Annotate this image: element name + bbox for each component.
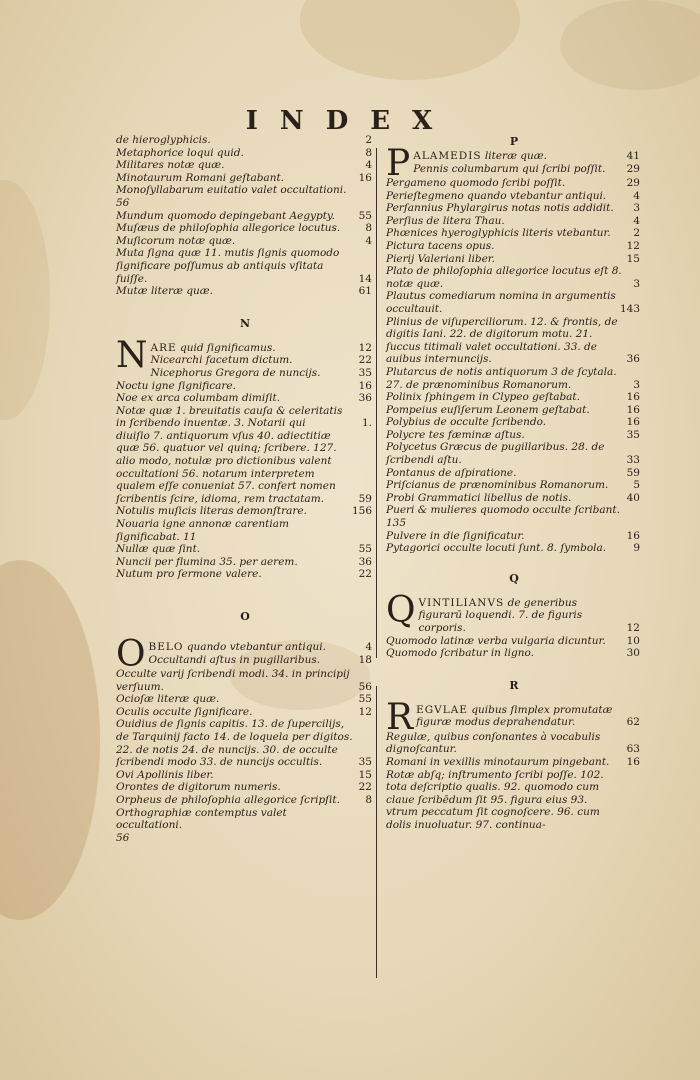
section-q (386, 635, 642, 660)
entry-text: Ocioſæ literæ quæ. (116, 693, 220, 706)
page-number: 15 (626, 252, 640, 265)
section-heading-r: R (509, 678, 519, 692)
index-entry (386, 542, 642, 555)
index-entry (386, 177, 642, 190)
entry-text: Nicearchi facetum dictum. (150, 354, 293, 367)
index-entry (116, 134, 374, 147)
index-entry (386, 227, 642, 240)
page-number: 35 (626, 428, 640, 441)
index-entry (116, 210, 374, 223)
index-entry (116, 568, 374, 581)
entry-text: Pompeius euſiſerum Leonem geſtabat. (386, 403, 590, 416)
index-entry (386, 530, 642, 543)
entry-text: Notæ quæ 1. breuitatis cauſa & celeritatis in ſcribendo inuentæ. 3. Notarii qui (116, 404, 343, 430)
entry-text: Nicephorus Gregora de nuncijs. (150, 366, 321, 379)
index-entry (386, 240, 642, 253)
index-entry (116, 769, 374, 782)
entry-text: Polycetus Græcus de pugillaribus. 28. de ſcribendi aſtu. (386, 441, 605, 467)
index-entry (386, 635, 642, 648)
entry-text: Ovi Apollinis liber. (116, 768, 214, 781)
first-entry-o: O BELO quando vtebantur antiqui. 4 Occultandi aſtus in pugillaribus. 18 (116, 634, 372, 675)
page-number: 8 (365, 222, 372, 235)
page-number: 4 (365, 159, 372, 172)
entry-text: Polinix ſphingem in Clypeo geſtabat. (386, 391, 580, 404)
entry-text: Metaphorice loqui quid. (116, 146, 244, 159)
page-number: 16 (358, 379, 372, 392)
entry-text: Perſannius Phylargirus notas notis addidit. (386, 202, 614, 215)
index-entry (116, 172, 374, 185)
page-number: 3 (633, 202, 640, 215)
entry-text: Perſius de litera Thau. (386, 214, 505, 227)
index-entry (386, 492, 642, 505)
section-heading-p: P (509, 135, 519, 148)
entry-text: Plautus comediarum nomina in argumentis occultauit. (386, 290, 616, 315)
page-number: 16 (358, 171, 372, 184)
index-entry (386, 190, 642, 203)
index-entry (386, 429, 642, 442)
page-number: 12 (626, 239, 640, 252)
entry-text: Plutarcus de notis antiquorum 3 de ſcytala. 27. de prænominibus Romanorum. (386, 365, 617, 391)
index-entry (386, 253, 642, 266)
index-entry (116, 556, 374, 569)
page-number: 22 (358, 568, 372, 581)
index-entry (116, 147, 374, 160)
entry-text: Orthographiæ contemptus valet occultationi. (116, 806, 287, 832)
index-entry (116, 354, 374, 367)
page-number: 3 (633, 378, 640, 391)
entry-text: 56 (116, 196, 130, 209)
index-entry (116, 197, 374, 210)
index-entry (386, 391, 642, 404)
entry-text: Plato de philoſophia allegorice locutus eſt 8. notæ quæ. (386, 265, 622, 290)
entry-text: Mutæ literæ quæ. (116, 285, 214, 298)
water-stain (0, 180, 50, 420)
entry-text: Nutum pro ſermone valere. (116, 568, 262, 581)
entry-text: Noe ex arca columbam dimiſit. (116, 392, 281, 405)
page-number: 5 (633, 479, 640, 492)
page-number: 36 (358, 555, 372, 568)
index-entry (116, 518, 374, 543)
entry-text: Occulte varij ſcribendi modi. 34. in principij verſuum. (116, 668, 350, 693)
entry-text: Minotaurum Romani geſtabant. (116, 171, 285, 184)
entry-text: Regulæ, quibus conſonantes à vocabulis dignoſcantur. (386, 730, 601, 756)
index-entry (386, 404, 642, 417)
index-entry (116, 706, 374, 719)
entry-text: Pictura tacens opus. (386, 239, 495, 252)
entry-text: Ouidius de ſignis capitis. 13. de ſupercilijs, de Tarquinij facto 14. de loquela per digitos. 22. de notis 24. de nuncijs. 30. de occulte ſcribendi modo 33. de nuncijs occultis. (116, 718, 353, 769)
index-entry (386, 366, 642, 391)
entry-text: Polybius de occulte ſcribendo. (386, 416, 547, 429)
index-entry (386, 731, 642, 756)
page-number: 12 (358, 705, 372, 718)
page-number: 55 (358, 209, 372, 222)
column-divider (376, 148, 378, 658)
page-number: 59 (358, 492, 372, 505)
index-entry (116, 807, 374, 832)
water-stain (0, 560, 100, 920)
page-number: 143 (619, 302, 640, 315)
entry-text: Nouaria igne annonæ carentiam ſignificabat. 11 (116, 518, 289, 543)
section-p (386, 177, 642, 555)
page-number: 36 (358, 392, 372, 405)
index-entry (116, 367, 374, 380)
entry-text: Probi Grammatici libellus de notis. (386, 491, 572, 504)
entry-text: Polycre tes fæminæ aſtus. (386, 428, 525, 441)
page-number: 15 (358, 768, 372, 781)
entry-text: Pierij Valeriani liber. (386, 252, 496, 265)
page-number: 4 (633, 214, 640, 227)
first-entry-p: P ALAMEDIS literæ quæ. 41 Pennis columbarum qui ſcribi poſſit. 29 (386, 143, 640, 184)
column-divider (376, 686, 378, 978)
section-heading-n: N (239, 316, 251, 330)
index-entry (116, 794, 374, 807)
entry-text: Rotæ abſq; inſtrumento ſcribi poſſe. 102. tota deſcriptio qualis. 92. quomodo cum claue ſcribēdum ſit 95. figura eius 93. vtrum peccatum ſit cognoſcere. 96. cum dolis inuoluatur. 97. continua- (386, 768, 604, 831)
entry-text: Quomodo latinæ verba vulgaria dicuntur. (386, 634, 606, 647)
index-entry (116, 380, 374, 393)
first-entry-n: N ARE quid ſignificamus. 12 (116, 334, 372, 376)
page-number: 29 (626, 177, 640, 189)
entry-text: Pergameno quomodo ſcribi poſſit. (386, 177, 566, 189)
page-number: 4 (365, 234, 372, 247)
entry-text: Perieſtegmeno quando vtebantur antiqui. (386, 189, 607, 202)
page-number: 16 (626, 403, 640, 416)
left-column (116, 134, 374, 844)
index-entry (386, 647, 642, 660)
page-number: 16 (626, 391, 640, 404)
index-entry (386, 441, 642, 466)
page-number: 55 (358, 693, 372, 706)
entry-text: Oculis occulte ſignificare. (116, 705, 253, 718)
index-entry (116, 247, 374, 285)
entry-text: Pytagorici occulte locuti ſunt. 8. ſymbola. (386, 542, 607, 555)
index-entry (386, 504, 642, 529)
index-entry (386, 290, 642, 315)
drop-cap-n: N (116, 334, 148, 376)
page-number: 14 (358, 272, 372, 285)
entry-text: de hieroglyphicis. (116, 134, 211, 146)
index-entry (386, 756, 642, 769)
index-entry (386, 316, 642, 366)
first-entry-q: Q VINTILIANVS de generibus figurarū loquendi. 7. de figuris corporis. 12 (386, 589, 640, 634)
page-number: 63 (626, 743, 640, 756)
water-stain (560, 0, 700, 90)
page-number: 16 (626, 416, 640, 429)
index-entry (116, 285, 374, 298)
entry-text: Romani in vexillis minotaurum pingebant. (386, 755, 610, 768)
page-number: 56 (358, 680, 372, 693)
section-m (116, 134, 374, 298)
page-number: 59 (626, 466, 640, 479)
first-entry-r: R EGVLAE quibus ſimplex promutatæ figuræ modus deprahendatur. 62 (386, 696, 640, 738)
index-entry (116, 392, 374, 405)
entry-text: Militares notæ quæ. (116, 159, 225, 172)
section-n (116, 354, 374, 581)
drop-cap-r: R (386, 696, 414, 738)
index-entry (116, 184, 374, 197)
index-entry (116, 718, 374, 768)
page-number: 9 (633, 542, 640, 555)
page-number: 16 (626, 529, 640, 542)
index-entry (116, 781, 374, 794)
page-number: 16 (626, 755, 640, 768)
section-heading-o: O (240, 610, 250, 623)
entry-text: Mundum quomodo depingebant Aegypty. (116, 209, 335, 222)
drop-cap-p: P (386, 143, 411, 184)
entry-text: Monoſyllabarum euitatio valet occultationi. (116, 184, 347, 197)
entry-text: Muſæus de philoſophia allegorice locutus. (116, 222, 341, 235)
right-column (386, 134, 642, 832)
page-number: 55 (358, 543, 372, 556)
water-stain (300, 0, 520, 80)
index-entry (116, 543, 374, 556)
page-number: 30 (626, 647, 640, 660)
entry-text: Plinius de viſuperciliorum. 12. & frontis, de digitis Iani. 22. de digitorum motu. 21. ſuccus titimali valet occultationi. 33. de auibus internuncijs. (386, 315, 618, 366)
entry-text: Pueri & mulieres quomodo occulte ſcribant. 135 (386, 504, 620, 530)
drop-cap-o: O (116, 634, 146, 675)
index-entry (116, 693, 374, 706)
entry-text: Priſcianus de prænominibus Romanorum. (386, 479, 609, 492)
index-entry (116, 235, 374, 248)
index-entry (116, 430, 374, 506)
index-entry (116, 159, 374, 172)
page-number: 61 (358, 285, 372, 298)
entry-text: Quomodo ſcribatur in ligno. (386, 647, 534, 660)
index-entry (386, 416, 642, 429)
page-number: 33 (626, 454, 640, 467)
entry-text: Muta ſigna quæ 11. mutis ſignis quomodo ſignificare poſſumus ab antiquis vſitata fuiſſe. (116, 247, 340, 285)
page-number: 40 (626, 491, 640, 504)
page-number: 1. (361, 417, 372, 430)
entry-text: Phœnices hyeroglyphicis literis vtebantur. (386, 227, 611, 240)
index-entry (386, 769, 642, 832)
entry-text: Nuncii per flumina 35. per aerem. (116, 555, 298, 568)
entry-text: Notulis muſicis literas demonſtrare. (116, 505, 307, 518)
section-o (116, 668, 374, 844)
index-entry (116, 505, 374, 518)
page-number: 2 (633, 227, 640, 240)
page-number: 8 (365, 146, 372, 159)
page-number: 36 (626, 353, 640, 366)
index-entry (116, 832, 374, 845)
section-r (386, 731, 642, 832)
entry-text: Muſicorum notæ quæ. (116, 234, 236, 247)
drop-cap-q: Q (386, 589, 416, 631)
page-number: 35 (358, 756, 372, 769)
page-number: 3 (633, 277, 640, 290)
page-number: 10 (626, 634, 640, 647)
page-number: 156 (351, 505, 372, 518)
index-entry (116, 405, 374, 430)
page-number: 35 (358, 366, 372, 379)
entry-text: Orpheus de philoſophia allegorice ſcripſit. (116, 793, 340, 806)
entry-text: diuiſio 7. antiquorum vſus 40. adiectitiæ quæ 56. quatuor vel quinq; ſcribere. 127. alio modo, notulæ pro dictionibus valent occultationi 56. notarum interpretem qualem eſſe conueniat 57. confert nomen ſcribentis ſcire, idioma, rem tractatam. (116, 429, 337, 505)
index-entry (386, 202, 642, 215)
entry-text: Nullæ quæ ſint. (116, 543, 201, 556)
index-entry (386, 215, 642, 228)
section-heading-q: Q (509, 571, 519, 585)
page-number: 2 (365, 134, 372, 146)
index-entry (386, 479, 642, 492)
index-entry (386, 467, 642, 480)
entry-text: Pulvere in die ſignificatur. (386, 529, 525, 542)
page-title: INDEX (245, 106, 455, 136)
index-entry (386, 265, 642, 290)
index-entry (116, 668, 374, 693)
page-number: 8 (365, 793, 372, 806)
page-number: 22 (358, 781, 372, 794)
entry-text: 56 (116, 831, 130, 844)
page-number: 4 (633, 189, 640, 202)
entry-text: Noctu igne ſignificare. (116, 379, 236, 392)
page-number: 22 (358, 354, 372, 367)
entry-text: Pontanus de aſpiratione. (386, 466, 517, 479)
entry-text: Orontes de digitorum numeris. (116, 781, 281, 794)
index-entry (116, 222, 374, 235)
